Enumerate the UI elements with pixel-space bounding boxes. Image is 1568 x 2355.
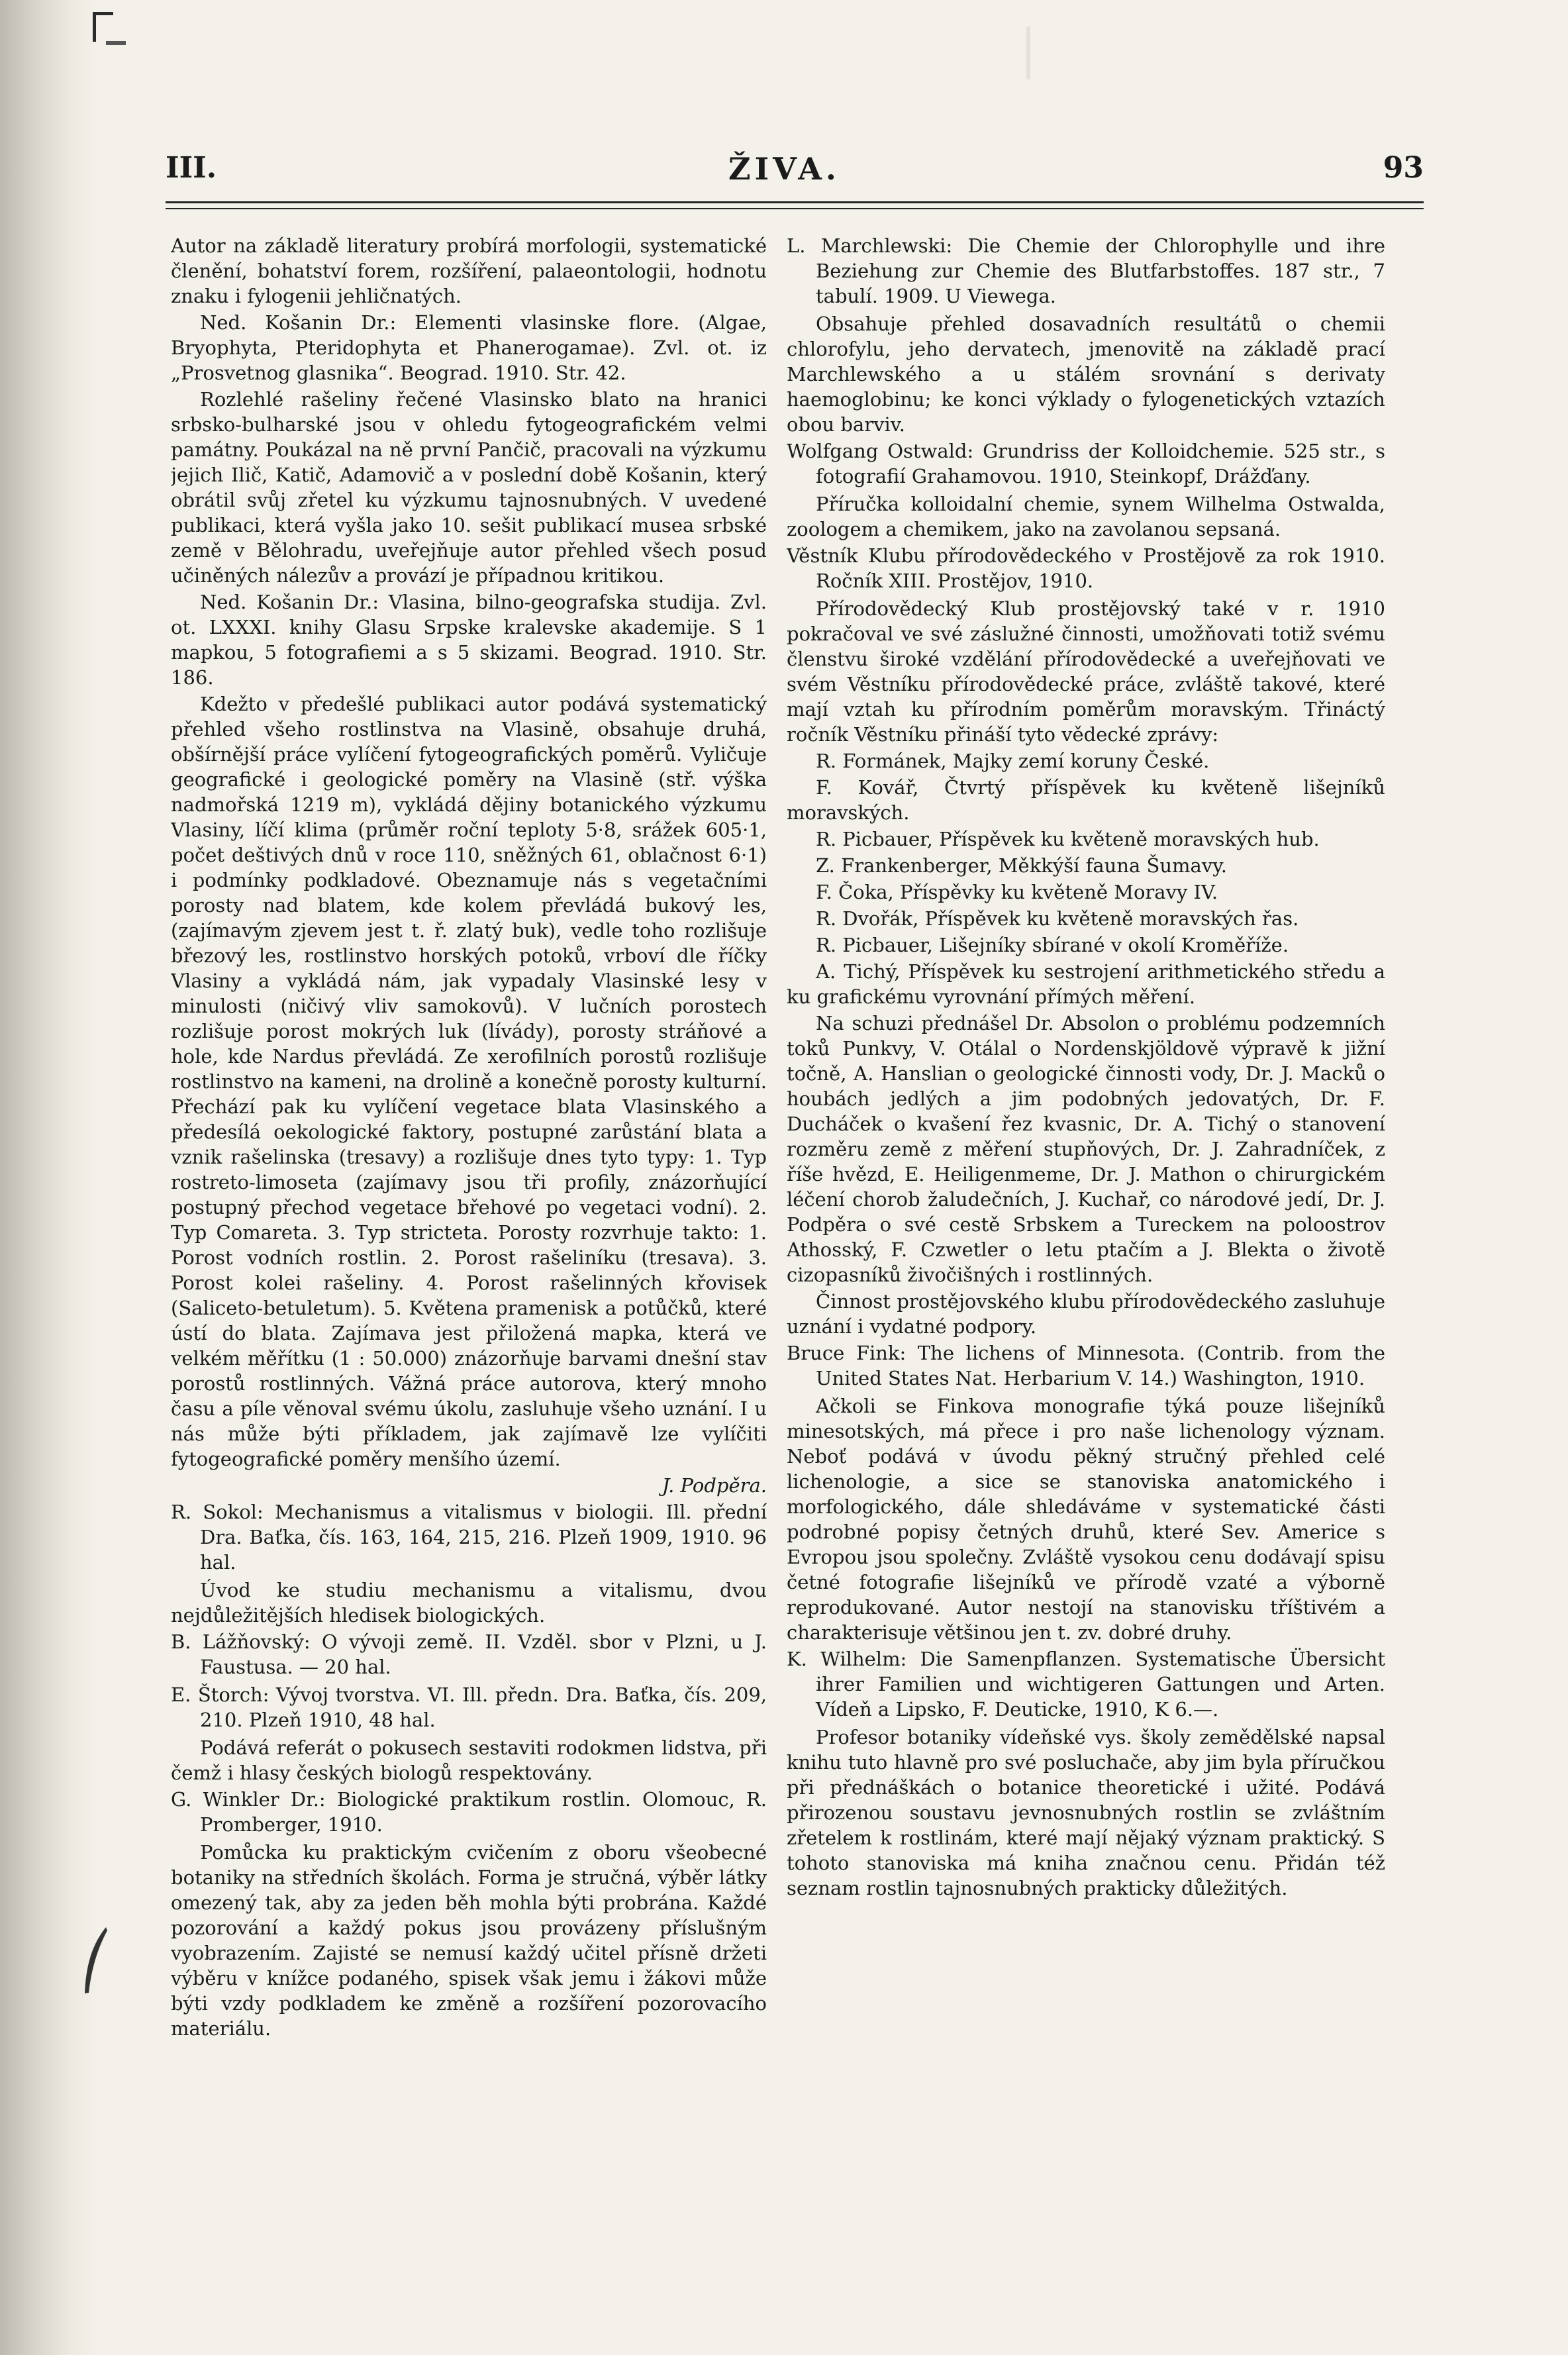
paragraph: R. Formánek, Majky zemí koruny České. xyxy=(816,750,1210,772)
bibliographic-entry: G. Winkler Dr.: Biologické praktikum rostlin. Olomouc, R. Promberger, 1910. xyxy=(171,1788,767,1836)
paragraph: A. Tichý, Příspěvek ku sestrojení arithmetického středu a ku grafickému vyrovnání přímých měření. xyxy=(787,960,1385,1008)
bibliographic-entry: Wolfgang Ostwald: Grundriss der Kolloidchemie. 525 str., s fotografií Grahamovou. 1910, Steinkopf, Drážďany. xyxy=(787,440,1385,487)
paragraph: Profesor botaniky vídeňské vys. školy zemědělské napsal knihu tuto hlavně pro své posluchače, aby jim byla příručkou při přednáškách o botanice theoretické i užité. Podává přirozenou soustavu jevnosnubných rostlin se zvláštním zřetelem k rostlinám, které mají nějaký význam praktický. S tohoto stanoviska má kniha značnou cenu. Přidán též seznam rostlin tajnosnubných prakticky důležitých. xyxy=(787,1726,1385,1899)
paragraph: Ned. Košanin Dr.: Elementi vlasinske flore. (Algae, Bryophyta, Pteridophyta et Phanerogamae). Zvl. ot. iz „Prosvetnog glasnika“. Beograd. 1910. Str. 42. xyxy=(171,311,767,384)
paragraph: Rozlehlé rašeliny řečené Vlasinsko blato na hranici srbsko-bulharské jsou v ohledu fytogeografickém velmi památny. Poukázal na ně první Pančič, pracovali na výzkumu jejich Ilič, Katič, Adamovič a v poslední době Košanin, který obrátil svůj zřetel ku výzkumu tajnosnubných. V uvedené publikaci, která vyšla jako 10. sešit publikací musea srbské země v Bělohradu, uveřejňuje autor přehled všech posud učiněných nálezův a provází je případnou kritikou. xyxy=(171,388,767,587)
header-rule xyxy=(166,208,1424,209)
paragraph: Podává referát o pokusech sestaviti rodokmen lidstva, při čemž i hlasy českých biologů respektovány. xyxy=(171,1736,767,1784)
paragraph: Kdežto v předešlé publikaci autor podává systematický přehled všeho rostlinstva na Vlasině, obsahuje druhá, obšírnější práce vylíčení fytogeografických poměrů. Vyličuje geografické i geologické poměry na Vlasině (stř. výška nadmořská 1219 m), vykládá dějiny botanického výzkumu Vlasiny, líčí klima (průměr roční teploty 5·8, srážek 605·1, počet deštivých dnů v roce 110, sněžných 61, oblačnost 6·1) i podmínky podkladové. Obeznamuje nás s vegetačními porosty nad blatem, kde kolem převládá bukový les, (zajímavým zjevem jest t. ř. zlatý buk), vedle toho rozlišuje březový les, rostlinstvo horských potoků, vrboví dle říčky Vlasiny a vykládá nám, jak vypadaly Vlasinské lesy v minulosti (ničivý vliv samokovů). V lučních porostech rozlišuje porost mokrých luk (lívády), porosty stráňové a hole, kde Nardus převládá. Ze xerofilních porostů rozlišuje rostlinstvo na kameni, na drolině a konečně porosty kulturní. Přechází pak ku vylíčení vegetace blata Vlasinského a předesílá oekologické faktory, postupné zarůstání blata a vznik rašelinska (tresavy) a rozlišuje dnes tyto typy: 1. Typ rostreto-limoseta (zajímavy jsou tři profily, znázorňující postupný přechod vegetace břehové po vegetaci vodní). 2. Typ Comareta. 3. Typ stricteta. Porosty rozvrhuje takto: 1. Porost vodních rostlin. 2. Porost rašeliníku (tresava). 3. Porost kolei rašeliny. 4. Porost rašelinných křovisek (Saliceto-betuletum). 5. Květena pramenisk a potůčků, které ústí do blata. Zajímava jest přiložená mapka, která ve velkém měřítku (1 : 50.000) znázorňuje barvami dnešní stav porostů rostlinných. Vážná práce autorova, který mnoho času a píle věnoval svému úkolu, zasluhuje všeho uznání. I u nás může býti příkladem, jak zajímavě lze vylíčiti fytogeografické poměry menšího území. xyxy=(171,693,767,1470)
bibliographic-entry: Věstník Klubu přírodovědeckého v Prostějově za rok 1910. Ročník XIII. Prostějov, 1910. xyxy=(787,544,1385,592)
scan-smudge xyxy=(1026,26,1030,79)
bibliographic-entry: R. Sokol: Mechanismus a vitalismus v biologii. Ill. přední Dra. Baťka, čís. 163, 164, 215, 216. Plzeň 1909, 1910. 96 hal. xyxy=(171,1501,767,1574)
reviewer-signature: J. Podpěra. xyxy=(662,1474,767,1497)
header-rule xyxy=(166,201,1424,203)
paragraph: R. Picbauer, Lišejníky sbírané v okolí Kroměříže. xyxy=(816,934,1289,956)
paragraph: F. Čoka, Příspěvky ku květeně Moravy IV. xyxy=(816,881,1218,903)
bibliographic-entry: Bruce Fink: The lichens of Minnesota. (Contrib. from the United States Nat. Herbarium V. 14.) Washington, 1910. xyxy=(787,1342,1385,1389)
paragraph: Z. Frankenberger, Měkkýší fauna Šumavy. xyxy=(816,854,1227,877)
bibliographic-entry: E. Štorch: Vývoj tvorstva. VI. Ill. předn. Dra. Baťka, čís. 209, 210. Plzeň 1910, 48 hal. xyxy=(171,1683,767,1731)
bibliographic-entry: K. Wilhelm: Die Samenpflanzen. Systematische Übersicht ihrer Familien und wichtigeren Gattungen und Arten. Vídeň a Lipsko, F. Deuticke, 1910, K 6.—. xyxy=(787,1648,1385,1721)
volume-number: III. xyxy=(166,151,217,185)
binding-edge xyxy=(0,0,99,2355)
paragraph: Ačkoli se Finkova monografie týká pouze lišejníků minesotských, má přece i pro naše lichenology význam. Neboť podává v úvodu pěkný stručný přehled celé lichenologie, a sice se stanoviska anatomického i morfologického, dále shledáváme v systematické části podrobné popisy četných druhů, které Sev. Americe s Evropou jsou společny. Zvláště vysokou cenu dodávají spisu četné fotografie lišejníků ve přírodě vzaté a výborně reprodukované. Autor nestojí na stanovisku tříštivém a charakterisuje většinou jen t. zv. dobré druhy. xyxy=(787,1395,1385,1644)
paragraph: Na schuzi přednášel Dr. Absolon o problému podzemních toků Punkvy, V. Otálal o Nordenskjöldově výpravě k jižní točně, A. Hanslian o geologické činnosti vody, Dr. J. Macků o houbách jedlých a jim podobných jedovatých, Dr. F. Ducháček o kvašení řez kvasnic, Dr. A. Tichý o stanovení rozměru země z měření stupňových, Dr. J. Zahradníček, z říše hvězd, E. Heiligenmeme, Dr. J. Mathon o chirurgickém léčení chorob žaludečních, J. Kuchař, co národové jedí, Dr. J. Podpěra o své cestě Srbskem a Tureckem na poloostrov Athosský, F. Czwetler o letu ptačím a J. Blekta o životě cizopasníků živočišných i rostlinných. xyxy=(787,1012,1385,1286)
scan-mark xyxy=(93,12,113,42)
paragraph: F. Kovář, Čtvrtý příspěvek ku květeně lišejníků moravských. xyxy=(787,776,1385,824)
paragraph: R. Picbauer, Příspěvek ku květeně moravských hub. xyxy=(816,828,1320,850)
paragraph: Přírodovědecký Klub prostějovský také v r. 1910 pokračoval ve své záslužné činnosti, umožňovati totiž svému členstvu široké vzdělání přírodovědecké a uveřejňovati ve svém Věstníku přírodovědecké práce, zvláště takové, které mají vztah ku přírodním poměrům moravským. Třináctý ročník Věstníku přináší tyto vědecké zprávy: xyxy=(787,597,1385,746)
paragraph: Úvod ke studiu mechanismu a vitalismu, dvou nejdůležitějších hledisek biologických. xyxy=(171,1579,767,1627)
paragraph: Pomůcka ku praktickým cvičením z oboru všeobecné botaniky na středních školách. Forma je stručná, výběr látky omezený tak, aby za jeden běh mohla býti probrána. Každé pozorování a každý pokus jsou provázeny příslušným vyobrazením. Zajisté se nemusí každý učitel přísně držeti výběru v knížce podaného, spisek však jemu i žákovi může býti vzdy podkladem ke změně a rozšíření pozorovacího materiálu. xyxy=(171,1841,767,2040)
paragraph: Činnost prostějovského klubu přírodovědeckého zasluhuje uznání i vydatné podpory. xyxy=(787,1290,1385,1338)
left-column xyxy=(171,233,767,2319)
running-header xyxy=(166,151,1424,204)
paragraph: Ned. Košanin Dr.: Vlasina, bilno-geografska studija. Zvl. ot. LXXXI. knihy Glasu Srpske kralevske akademije. S 1 mapkou, 5 fotografiemi a s 5 skizami. Beograd. 1910. Str. 186. xyxy=(171,591,767,689)
bibliographic-entry: B. Lážňovský: O vývoji země. II. Vzděl. sbor v Plzni, u J. Faustusa. — 20 hal. xyxy=(171,1630,767,1678)
paragraph: Příručka kolloidalní chemie, synem Wilhelma Ostwalda, zoologem a chemikem, jako na zavolanou sepsaná. xyxy=(787,493,1385,540)
paragraph: R. Dvořák, Příspěvek ku květeně moravských řas. xyxy=(816,907,1299,930)
paragraph: Obsahuje přehled dosavadních resultátů o chemii chlorofylu, jeho dervatech, jmenovitě na základě prací Marchlewského a u stálém srovnání s derivaty haemoglobinu; ke konci výklady o fylogenetických vztazích obou barviv. xyxy=(787,313,1385,436)
paragraph: Autor na základě literatury probírá morfologii, systematické členění, bohatství forem, rozšíření, palaeontologii, hodnotu znaku i fylogenii jehličnatých. xyxy=(171,234,767,307)
page-number: 93 xyxy=(1383,151,1424,185)
bibliographic-entry: L. Marchlewski: Die Chemie der Chlorophylle und ihre Beziehung zur Chemie des Blutfarbstoffes. 187 str., 7 tabulí. 1909. U Viewega. xyxy=(787,234,1385,307)
quill-mark-icon xyxy=(79,1924,113,1997)
journal-title: ŽIVA. xyxy=(728,151,840,187)
scan-mark xyxy=(106,41,126,45)
right-column xyxy=(787,233,1385,2319)
